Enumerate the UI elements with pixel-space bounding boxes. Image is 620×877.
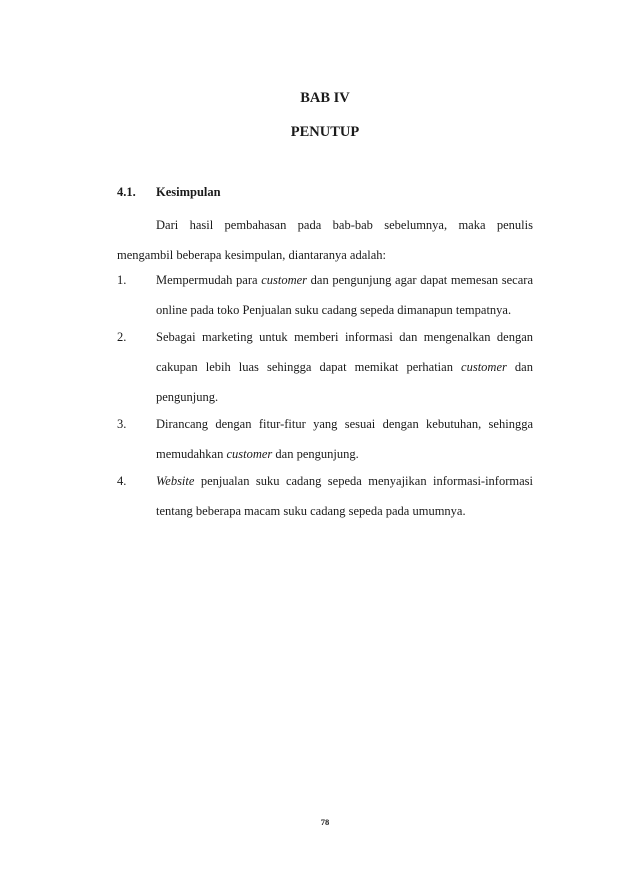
intro-paragraph: Dari hasil pembahasan pada bab-bab sebelumnya, maka penulis mengambil beberapa kesimpulan, diantaranya adalah:	[117, 218, 533, 262]
list-item	[117, 466, 533, 526]
list-item-number: 2.	[117, 330, 127, 344]
list-item	[117, 409, 533, 469]
section-number: 4.1.	[117, 185, 136, 199]
list-item-text: Website penjualan suku cadang sepeda menyajikan informasi-informasi tentang beberapa macam suku cadang sepeda pada umumnya.	[156, 474, 533, 518]
list-item-text: Sebagai marketing untuk memberi informasi dan mengenalkan dengan cakupan lebih luas sehingga dapat memikat perhatian customer dan pengunjung.	[156, 330, 533, 404]
page-number: 78	[320, 817, 330, 827]
list-item-text: Dirancang dengan fitur-fitur yang sesuai dengan kebutuhan, sehingga memudahkan customer dan pengunjung.	[156, 417, 533, 461]
section-title: Kesimpulan	[156, 185, 221, 199]
chapter-heading: BAB IV	[300, 90, 350, 106]
list-item-number: 4.	[117, 474, 127, 488]
list-item-number: 3.	[117, 417, 127, 431]
list-item	[117, 265, 533, 325]
list-item-number: 1.	[117, 273, 127, 287]
list-item	[117, 322, 533, 412]
chapter-title: PENUTUP	[290, 124, 360, 140]
list-item-text: Mempermudah para customer dan pengunjung agar dapat memesan secara online pada toko Penjualan suku cadang sepeda dimanapun tempatnya.	[156, 273, 533, 317]
